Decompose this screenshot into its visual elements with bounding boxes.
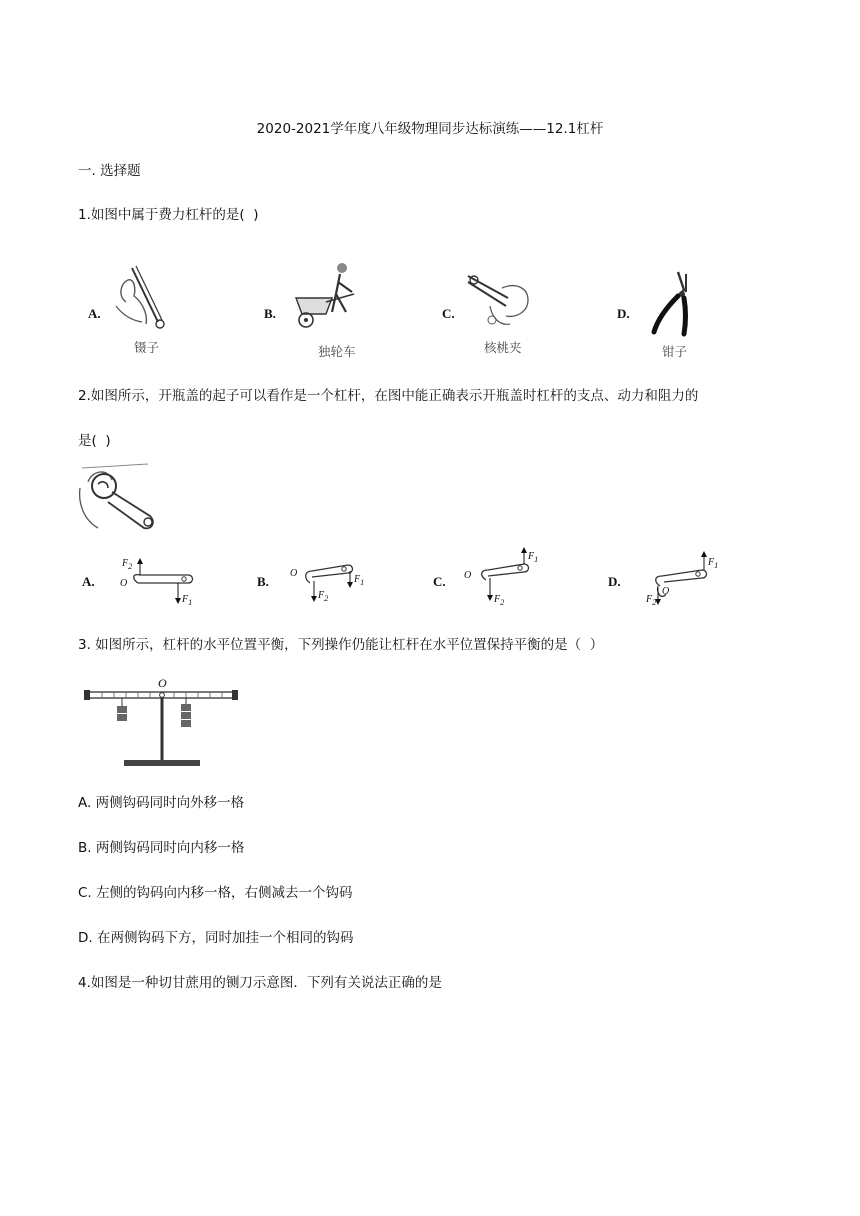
force-label-f2 <box>646 594 656 607</box>
force-symbol: F <box>318 590 325 601</box>
pliers-icon <box>648 268 696 340</box>
q4-stem: 4.如图是一种切甘蔗用的铡刀示意图．下列有关说法正确的是 <box>78 975 442 991</box>
wheelbarrow-icon <box>292 262 372 334</box>
q3-option-b: B. 两侧钩码同时向内移一格 <box>78 840 245 856</box>
force-subscript: 2 <box>500 598 505 607</box>
q1-stem: 1.如图中属于费力杠杆的是( ) <box>78 207 259 223</box>
q2-stem-line1: 2.如图所示，开瓶盖的起子可以看作是一个杠杆，在图中能正确表示开瓶盖时杠杆的支点、动力和阻力的 <box>78 388 699 404</box>
q1-option-label: A. <box>88 306 101 321</box>
q2-option-label: A. <box>82 574 95 589</box>
q2-option-label: B. <box>257 574 269 589</box>
q1-option-caption: 独轮车 <box>318 344 356 359</box>
force-subscript: 1 <box>360 578 365 587</box>
force-subscript: 2 <box>652 598 657 607</box>
page-title: 2020-2021学年度八年级物理同步达标演练——12.1杠杆 <box>256 121 604 137</box>
q3-option-a: A. 两侧钩码同时向外移一格 <box>78 795 245 811</box>
pivot-label: O <box>464 570 472 581</box>
q1-option-label: B. <box>264 306 276 321</box>
q1-option-label: D. <box>617 306 630 321</box>
q2-option-label: C. <box>433 574 446 589</box>
bottle-opener-icon <box>78 462 162 534</box>
force-subscript: 2 <box>128 562 133 571</box>
q1-option-caption: 钳子 <box>662 344 688 359</box>
nutcracker-icon <box>462 268 534 334</box>
force-label-f2 <box>122 558 132 571</box>
force-subscript: 2 <box>324 594 329 603</box>
q2-option-label: D. <box>608 574 621 589</box>
q3-option-d: D. 在两侧钩码下方，同时加挂一个相同的钩码 <box>78 930 354 946</box>
force-symbol: F <box>646 594 653 605</box>
q3-stem: 3. 如图所示，杠杆的水平位置平衡，下列操作仍能让杠杆在水平位置保持平衡的是（ ） <box>78 637 604 653</box>
q1-option-label: C. <box>442 306 455 321</box>
force-symbol: F <box>528 551 535 562</box>
force-symbol: F <box>708 557 715 568</box>
force-label-f1 <box>354 574 364 587</box>
q1-option-caption: 镊子 <box>134 340 160 355</box>
force-label-f1 <box>708 557 718 570</box>
q2-stem-line2: 是( ) <box>78 433 111 449</box>
force-symbol: F <box>494 594 501 605</box>
q3-option-c: C. 左侧的钩码向内移一格，右侧减去一个钩码 <box>78 885 353 901</box>
force-symbol: F <box>182 594 189 605</box>
force-subscript: 1 <box>714 561 719 570</box>
force-subscript: 1 <box>534 555 539 564</box>
pivot-label: O <box>120 578 128 589</box>
section-heading: 一. 选择题 <box>78 163 141 179</box>
pivot-label: O <box>662 586 670 597</box>
force-label-f1 <box>528 551 538 564</box>
force-label-f1 <box>182 594 192 607</box>
pivot-label: O <box>290 568 298 579</box>
force-symbol: F <box>122 558 129 569</box>
q1-option-caption: 核桃夹 <box>484 340 522 355</box>
pivot-label: O <box>158 676 167 690</box>
force-symbol: F <box>354 574 361 585</box>
force-label-f2 <box>318 590 328 603</box>
force-subscript: 1 <box>188 598 193 607</box>
tweezers-icon <box>112 262 172 334</box>
force-label-f2 <box>494 594 504 607</box>
